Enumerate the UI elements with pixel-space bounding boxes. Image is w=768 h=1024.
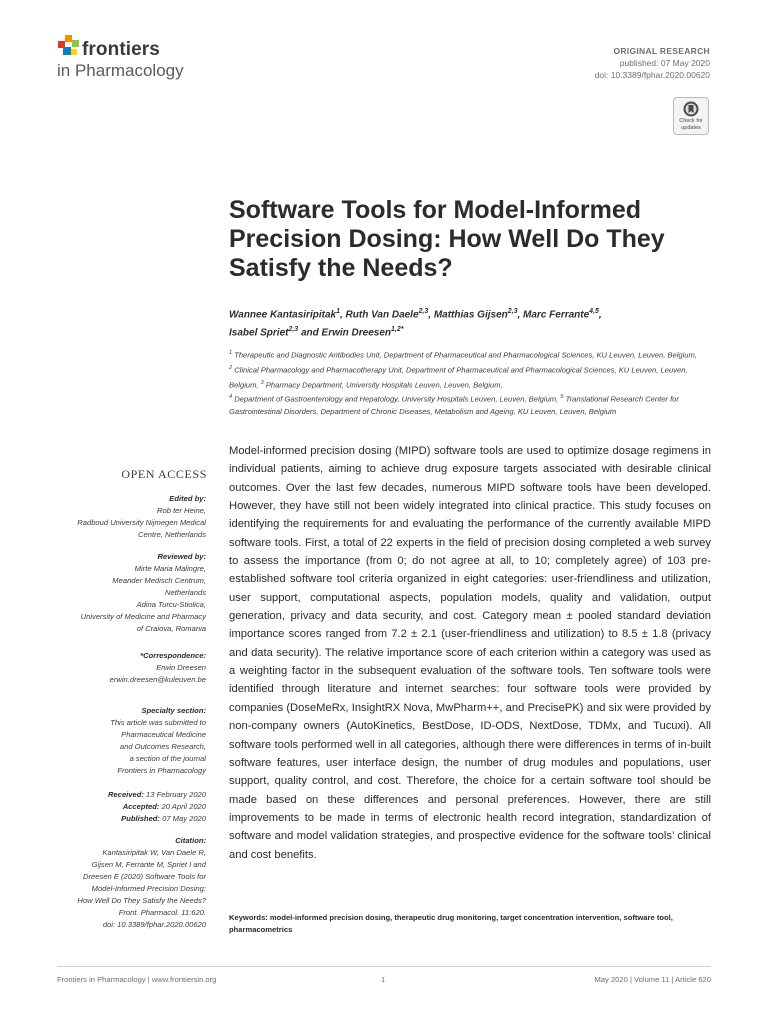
author-name[interactable]: Marc Ferrante — [523, 309, 590, 321]
check-label-1: Check for — [679, 118, 703, 124]
affiliation-number: 2 — [229, 364, 233, 371]
abstract-text: Model-informed precision dosing (MIPD) software tools are used to optimize dosage regimens in individual patients, aiming to achieve drug exposure targets associated with desirable clinical outcomes. Over the last few decades, numerous MIPD software tools have been developed. However, they have still not been widely integrated into clinical practice. This study focuses on identifying the requirements for and evaluating the performance of the currently available MIPD software tools. First, a total of 22 experts in the field of precision dosing completed a web survey to assess the importance (from 0; do not agree at all, to 10; completely agree) of 103 pre-established software tool criteria organized in eight categories: user-friendliness and utilization, user support, computational aspects, population models, quality and validation, output generation, privacy and data security, and cost. Category mean ± pooled standard deviation importance scores ranged from 7.2 ± 2.1 (user-friendliness and utilization) to 8.5 ± 1.8 (privacy and data security). The relative importance score of each criterion within a category was used as a weighting factor in the subsequent evaluation of the software tools. Ten software tools were identified through literature and internet searches: four software tools were provided by companies (DoseMeRx, InsightRX Nova, MwPharm++, and PrecisePK) and six were provided by non-company owners (AutoKinetics, BestDose, ID-ODS, NextDose, TDMx, and Tucuxi). All software tools performed well in all categories, although there were differences in terms of in-built software features, user interface design, the number of drug modules and populations, user support, quality control, and cost. Therefore, the choice for a certain software tool should be made based on these differences and personal preferences. However, there are still improvements to be made in terms of electronic health record integration, standardization of software and model validation strategies, and prospective evidence for the software tools’ clinical and cost benefits. — [229, 445, 711, 861]
footer-issue-info: May 2020 | Volume 11 | Article 620 — [594, 975, 711, 984]
accepted-line — [108, 801, 206, 813]
open-access-label: OPEN ACCESS — [121, 467, 207, 481]
keywords: Keywords: model-informed precision dosing, therapeutic drug monitoring, target concentration intervention, software tool, pharmacometrics — [229, 913, 673, 934]
received-line — [108, 789, 206, 801]
citation-line: Model-Informed Precision Dosing: — [91, 884, 206, 893]
affiliation-number: 1 — [229, 350, 233, 356]
specialty-line: This article was submitted to — [110, 718, 206, 727]
accepted-date: 20 April 2020 — [161, 802, 206, 811]
journal-logo[interactable] — [57, 34, 227, 84]
reviewer-line: University of Medicine and Pharmacy — [80, 612, 206, 621]
reviewed-by-block — [81, 551, 206, 635]
reviewer-line: Adina Turcu-Stiolica, — [136, 600, 206, 609]
reviewed-by-label: Reviewed by: — [157, 552, 206, 561]
citation-line: Dreesen E (2020) Software Tools for — [83, 872, 206, 881]
check-for-updates-badge[interactable] — [673, 97, 709, 135]
citation-line: Kantasiripitak W, Van Daele R, — [102, 848, 206, 857]
check-label-2: updates — [681, 125, 701, 131]
footer-divider — [57, 966, 711, 967]
affiliation-text: Clinical Pharmacology and Pharmacotherapy Unit, Department of Pharmaceutical and Pharmacological Sciences, KU Leuven, Leuven, Belgium, — [229, 365, 688, 390]
specialty-line: Frontiers in Pharmacology — [117, 766, 206, 775]
brand-name: frontiers — [82, 39, 160, 60]
edited-by-block — [77, 493, 206, 541]
author-separator: , — [517, 309, 524, 321]
author-name[interactable]: Wannee Kantasiripitak — [229, 309, 337, 321]
affiliations — [229, 347, 711, 419]
published-date: published: 07 May 2020 — [619, 58, 710, 68]
journal-name: in Pharmacology — [57, 61, 184, 80]
citation-line: Front. Pharmacol. 11:620. — [118, 908, 206, 917]
author-name[interactable]: Isabel Spriet — [229, 327, 289, 339]
author-separator: and — [298, 327, 322, 339]
reviewer-line: Netherlands — [165, 588, 206, 597]
author-name[interactable]: Ruth Van Daele — [345, 309, 419, 321]
author-affiliation: 2,3 — [418, 308, 429, 315]
received-label: Received: — [108, 790, 144, 799]
specialty-section-block — [110, 705, 206, 777]
affiliation-number: 3 — [260, 379, 264, 386]
reviewer-line: Mirte Maria Malingre, — [134, 564, 206, 573]
author-affiliation: 4,5 — [589, 308, 599, 315]
author-list — [229, 304, 709, 341]
affiliation-text: Department of Gastroenterology and Hepatology, University Hospitals Leuven, Leuven, Belgium, — [234, 395, 561, 405]
citation-block — [77, 835, 206, 931]
reviewer-line: Meander Medisch Centrum, — [112, 576, 206, 585]
correspondence-label: *Correspondence: — [140, 651, 206, 660]
author-name[interactable]: Erwin Dreesen — [321, 327, 392, 339]
author-separator: , — [428, 309, 434, 321]
citation-label: Citation: — [175, 836, 206, 845]
article-type: ORIGINAL RESEARCH — [613, 46, 710, 56]
author-separator: , — [339, 309, 346, 321]
author-affiliation: 1,2* — [391, 326, 404, 334]
affiliation-text: Translational Research Center for Gastrointestinal Disorders, Department of Chronic Diseases, Metabolism and Ageing, KU Leuven, Leuven, Belgium — [229, 395, 679, 417]
author-name[interactable]: Matthias Gijsen — [433, 309, 508, 321]
footer-journal-link[interactable]: Frontiers in Pharmacology | www.frontiersin.org — [57, 975, 217, 984]
citation-line: How Well Do They Satisfy the Needs? — [77, 896, 206, 905]
editor-line: Rob ter Heine, — [157, 506, 206, 515]
dates-block — [108, 789, 206, 825]
specialty-line: a section of the journal — [129, 754, 206, 763]
edited-by-label: Edited by: — [169, 494, 206, 503]
editor-line: Centre, Netherlands — [138, 530, 206, 539]
accepted-label: Accepted: — [122, 802, 160, 811]
reviewer-line: of Craiova, Romania — [136, 624, 206, 633]
frontiers-logo-icon — [57, 35, 81, 61]
affiliation-number: 4 — [229, 394, 233, 401]
correspondence-block — [110, 650, 206, 686]
author-affiliation: 2,3 — [288, 326, 299, 334]
affiliation-number: 5 — [560, 394, 564, 401]
article-title: Software Tools for Model-Informed Precision Dosing: How Well Do They Satisfy the Needs? — [229, 196, 665, 282]
correspondence-email[interactable]: erwin.dreesen@kuleuven.be — [109, 675, 206, 684]
citation-doi[interactable]: doi: 10.3389/fphar.2020.00620 — [102, 920, 206, 929]
correspondence-name: Erwin Dreesen — [156, 663, 206, 672]
received-date: 13 February 2020 — [146, 790, 206, 799]
article-doi[interactable]: doi: 10.3389/fphar.2020.00620 — [594, 70, 710, 80]
specialty-line: Pharmaceutical Medicine — [121, 730, 206, 739]
published-label: Published: — [121, 814, 160, 823]
specialty-label: Specialty section: — [141, 706, 206, 715]
citation-line: Gijsen M, Ferrante M, Spriet I and — [91, 860, 206, 869]
author-separator: , — [598, 309, 602, 321]
affiliation-text: Therapeutic and Diagnostic Antibodies Unit, Department of Pharmaceutical and Pharmacological Sciences, KU Leuven, Leuven, Belgium, — [234, 350, 697, 360]
bookmark-icon — [683, 101, 699, 117]
author-affiliation: 2,3 — [507, 308, 518, 315]
published-date-side: 07 May 2020 — [162, 814, 206, 823]
article-meta — [595, 45, 710, 81]
specialty-line: and Outcomes Research, — [119, 742, 206, 751]
published-line — [108, 813, 206, 825]
editor-line: Radboud University Nijmegen Medical — [77, 518, 206, 527]
affiliation-text: Pharmacy Department, University Hospitals Leuven, Leuven, Belgium, — [265, 380, 503, 390]
author-affiliation: 1 — [336, 308, 340, 315]
page-number: 1 — [381, 975, 386, 984]
